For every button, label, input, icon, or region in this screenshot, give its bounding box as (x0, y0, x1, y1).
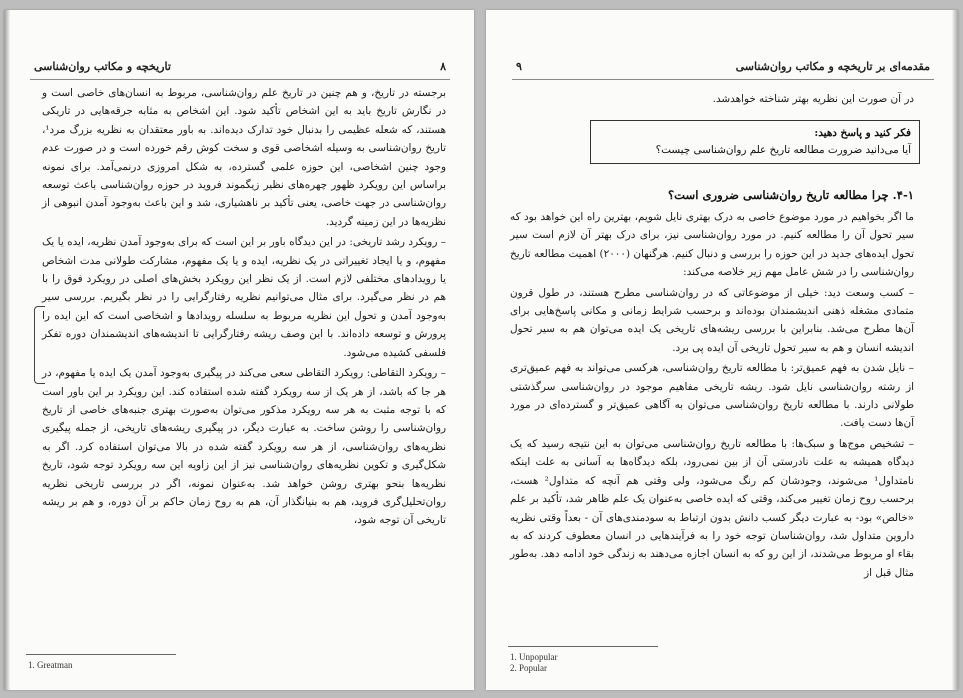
right-paragraph-3: – نایل شدن به فهم عمیق‌تر: با مطالعه تاریخ روان‌شناسی، هرکسی می‌تواند به فهم عمیق‌تری از رشته روان‌شناسی نایل شود. ریشه تاریخی مفاهیم موجود در روان‌شناسی سرگذشتی طولانی دارند. با مطالعه تاریخ روان‌شناسی می‌توان به آگاهی عمیق‌تر و گسترده‌ای در مورد آن‌ها دست یافت. (510, 362, 914, 430)
callout-question: آیا می‌دانید ضرورت مطالعه تاریخ علم روان‌شناسی چیست؟ (655, 144, 911, 156)
right-paragraph-4: – تشخیص موج‌ها و سبک‌ها: با مطالعه تاریخ روان‌شناسی می‌توان به این نتیجه رسید که یک دیدگاه همیشه به علت نادرستی آن از بین نمی‌رود، بلکه دیدگاه‌ها به آسانی به علت اینکه نامتداول¹ می‌شوند، وجودشان کم رنگ می‌شود، ولی وقتی هم آنچه که متداول² هست، برحسب روح زمان تغییر می‌کند، وقتی که ایده خاصی به‌عنوان یک علم ظاهر شد، تأکید بر علم «خالص» بود- به عبارت دیگر کسب دانش بدون ارتباط به سودمندی‌های آن - بعداً وقتی نظریه داروین متداول شد، روان‌شناسان توجه خود را به فرآیندهایی در انسان معطوف کردند که به بقاء او مربوط می‌شدند، از این رو که به انسان اجازه می‌دهند به زندگی خود ادامه دهد. به‌طور مثال قبل از (510, 437, 914, 579)
right-paragraph-2: – کسب وسعت دید: خیلی از موضوعاتی که در روان‌شناسی مطرح هستند، در طول قرون متمادی مشغله ذهنی اندیشمندان بوده‌اند و برحسب شرایط زمانی و مکانی پاسخ‌هایی برای آن‌ها مطرح می‌شد. بنابراین با بررسی ریشه‌های تاریخی یک ایده می‌توان هم به سیر تحول اندیشه انسان و هم به سیر تحول تاریخی آن ایده پی برد. (510, 286, 914, 354)
think-and-answer-box (590, 120, 920, 164)
left-margin-bracket (34, 306, 45, 384)
right-footnote-1: 1. Unpopular (510, 652, 558, 662)
left-page-body (42, 84, 446, 532)
right-page-edge-shadow (952, 10, 958, 690)
right-page-header (516, 56, 930, 76)
left-footnote: 1. Greatman (28, 660, 73, 670)
right-footnote-2: 2. Popular (510, 663, 547, 673)
left-footnote-rule (26, 654, 176, 655)
section-title: ۴-۱. چرا مطالعه تاریخ روان‌شناسی ضروری است؟ (667, 188, 914, 202)
right-page-number: ۹ (516, 59, 522, 73)
left-page-edge-shadow (4, 10, 10, 690)
left-paragraph-3: – رویکرد التقاطی: رویکرد التقاطی سعی می‌کند در پیگیری به‌وجود آمدن یک ایده یا مفهوم، در هر جا که باشد، از هر یک از سه رویکرد گفته شده استفاده کند. این رویکرد بر این باور است که با توجه مثبت به هر سه رویکرد مذکور می‌توان به‌صورت بهتری جنبه‌های خاصی از تاریخ روان‌شناسی را روشن ساخت. به عبارت دیگر، در پیگیری ریشه‌های تاریخی، از جمله پیگیری نظریه‌های روان‌شناسی، از هر سه رویکرد گفته شده در بالا می‌توان استفاده کرد. اگر به شکل‌گیری و تکوین نظریه‌های روان‌شناسی نیز از این زاویه این سه رویکرد توجه شود، تاریخ نظریه‌ها بنحو بهتری روشن خواهد شد. به‌عنوان نمونه، اگر در بررسی تاریخی نظریه روان‌تحلیل‌گری فروید، هم به بنیانگذار آن، هم به روح زمان حاکم بر آن دوره، و هم بر ریشه تاریخی آن توجه شود، (42, 367, 446, 527)
right-footnote-rule (508, 646, 658, 647)
left-page-header (34, 56, 446, 76)
callout-title: فکر کنید و پاسخ دهید: (814, 127, 911, 139)
right-page-body (510, 208, 914, 584)
right-page (486, 10, 958, 690)
left-header-rule (30, 79, 450, 80)
right-page-header-title: مقدمه‌ای بر تاریخچه و مکاتب روان‌شناسی (735, 59, 930, 73)
left-page-number: ۸ (440, 59, 446, 73)
right-intro-line: در آن صورت این نظریه بهتر شناخته خواهدشد. (712, 93, 914, 105)
left-page (4, 10, 474, 690)
left-paragraph-1: برجسته در تاریخ، و هم چنین در تاریخ علم روان‌شناسی، مربوط به انسان‌های خاصی است و در نگارش تاریخ باید به این اشخاص تأکید شود. این اشخاص به مثابه جرقه‌هایی در تاریکی هستند، که شعله عظیمی را بدنبال خود تدارک دیده‌اند. به باور معتقدان به نظریه بزرگ مرد¹، تاریخ روان‌شناسی به وسیله اشخاصی قوی و سخت کوش رقم خورده است و در صورت عدم وجود چنین اشخاصی، این حوزه علمی گسترده، به شکل امروزی درنمی‌آمد. برای نمونه براساس این رویکرد ظهور چهره‌های نظیر زیگموند فروید در حوزه روان‌شناسی باعث توسعه روان‌شناسی در جهت خاصی، یعنی تأکید بر ناهشیاری، شد و این باعث به‌وجود آمدن انبوهی از نظریه‌ها در این زمینه گردید. (42, 87, 446, 228)
right-header-rule (512, 79, 934, 80)
left-page-header-title: تاریخچه و مکاتب روان‌شناسی (34, 59, 171, 73)
left-paragraph-2: – رویکرد رشد تاریخی: در این دیدگاه باور بر این است که برای به‌وجود آمدن نظریه، ایده یا یک مفهوم، و یا ایجاد تغییراتی در یک نظریه، ایده و یا یک مفهوم، مشارکت طولانی مدت اشخاص یا رویدادهای مختلفی لازم است. از یک نظر این رویکرد بخش‌های اصلی در رویکرد فوق را با هم در نظر می‌گیرد. برای مثال می‌توانیم نظریه رفتارگرایی را در نظر بگیریم. بررسی سیر به‌وجود آمدن و تحول این نظریه مربوط به سلسله رویدادها و اشخاصی است که این ایده را پرورش و توسعه داده‌اند. با این وصف ریشه رفتارگرایی تا اندیشه‌های اندیشمندان دوره تفکر فلسفی کشیده می‌شود. (42, 236, 446, 359)
right-paragraph-1: ما اگر بخواهیم در مورد موضوع خاصی به درک بهتری نایل شویم، بهترین راه این خواهد بود که سیر تحول آن را مطالعه کنیم. در مورد روان‌شناسی نیز، برای درک بهتر آن لازم است سیر تحول ایده‌های جدید در این حوزه را بررسی و دنبال کنیم. هرگنهان (۲۰۰۰) اهمیت مطالعه تاریخ روان‌شناسی را در شش عامل مهم زیر خلاصه می‌کند: (510, 211, 914, 279)
